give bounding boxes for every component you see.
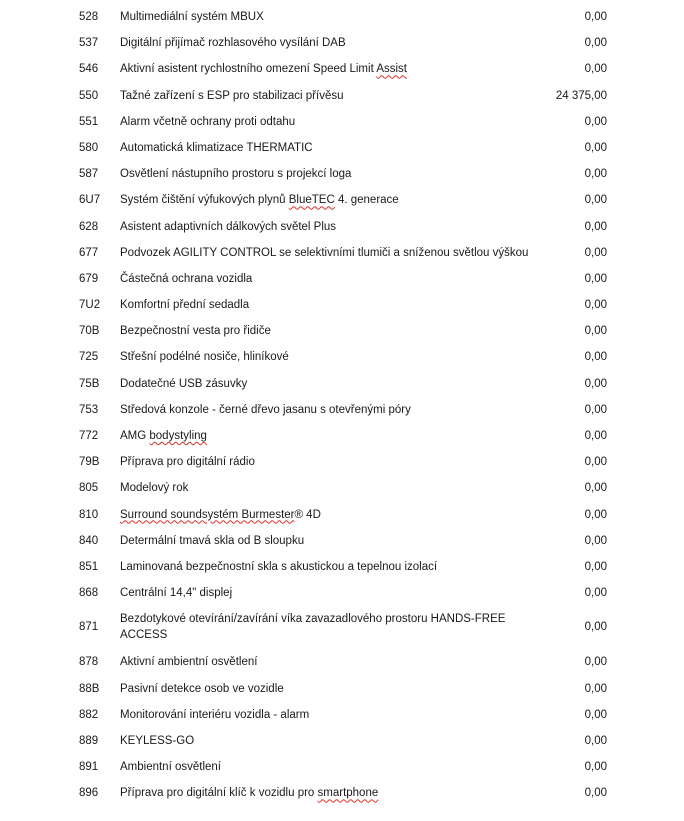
- option-price: 0,00: [584, 787, 607, 800]
- option-price: 0,00: [584, 11, 607, 23]
- option-description: Dodatečné USB zásuvky: [120, 377, 248, 390]
- option-description: Pasivní detekce osob ve vozidle: [120, 682, 284, 695]
- option-code: 871: [79, 621, 99, 634]
- option-price: 0,00: [584, 299, 607, 312]
- option-code: 550: [79, 89, 99, 102]
- equipment-row: [0, 580, 684, 606]
- equipment-row: [0, 240, 684, 266]
- option-description: Podvozek AGILITY CONTROL se selektivními tlumiči a sníženou světlou výškou: [120, 246, 529, 259]
- option-price: 0,00: [584, 115, 607, 128]
- equipment-row: [0, 702, 684, 728]
- option-price: 0,00: [584, 430, 607, 442]
- option-code: 88B: [79, 682, 100, 695]
- equipment-row: [0, 214, 684, 240]
- equipment-row: [0, 780, 684, 806]
- equipment-row: [0, 449, 684, 475]
- equipment-row: [0, 475, 684, 501]
- equipment-row: [0, 4, 684, 30]
- equipment-row: [0, 109, 684, 135]
- option-description: Modelový rok: [120, 482, 189, 495]
- option-code: 7U2: [79, 299, 101, 312]
- option-price: 0,00: [584, 168, 607, 181]
- equipment-row: [0, 266, 684, 292]
- option-description: Komfortní přední sedadla: [120, 299, 250, 312]
- option-description: Asistent adaptivních dálkových světel Plus: [120, 220, 337, 233]
- option-price: 0,00: [584, 456, 607, 469]
- equipment-row: [0, 161, 684, 187]
- option-price: 0,00: [584, 656, 607, 669]
- option-description: KEYLESS-GO: [120, 734, 195, 747]
- option-code: 528: [79, 11, 99, 23]
- option-code: 868: [79, 587, 99, 600]
- option-code: 580: [79, 141, 99, 154]
- option-code: 587: [79, 168, 99, 181]
- option-code: 679: [79, 272, 99, 285]
- equipment-row: [0, 187, 684, 213]
- option-price: 0,00: [584, 734, 607, 747]
- option-price: 0,00: [584, 194, 607, 207]
- option-description: Tažné zařízení s ESP pro stabilizaci přívěsu: [120, 89, 344, 102]
- option-price: 0,00: [584, 761, 607, 774]
- option-description: Digitální přijímač rozhlasového vysílání DAB: [120, 37, 346, 50]
- option-price: 0,00: [584, 403, 607, 416]
- option-price: 0,00: [584, 141, 607, 154]
- option-code: 840: [79, 534, 99, 547]
- option-code: 772: [79, 430, 99, 442]
- option-price: 0,00: [584, 621, 607, 634]
- option-price: 0,00: [584, 508, 607, 521]
- equipment-row: [0, 649, 684, 675]
- option-code: 6U7: [79, 194, 101, 207]
- equipment-row: [0, 728, 684, 754]
- spellcheck-word: Surround soundsystém Burmester: [120, 508, 295, 521]
- option-price: 0,00: [584, 220, 607, 233]
- option-description: Střešní podélné nosiče, hliníkové: [120, 351, 289, 364]
- option-code: 70B: [79, 325, 100, 338]
- option-description: Systém čištění výfukových plynů BlueTEC 4. generace: [120, 194, 399, 207]
- equipment-row: [0, 371, 684, 397]
- equipment-row: [0, 554, 684, 580]
- equipment-row: [0, 754, 684, 780]
- option-description: Ambientní osvětlení: [120, 761, 222, 774]
- equipment-row: [0, 423, 684, 449]
- option-description: Příprava pro digitální klíč k vozidlu pro smartphone: [120, 787, 379, 800]
- option-description: Determální tmavá skla od B sloupku: [120, 534, 305, 547]
- option-price: 24 375,00: [555, 89, 607, 102]
- option-description: Surround soundsystém Burmester® 4D: [120, 508, 321, 521]
- spellcheck-word: BlueTEC: [288, 194, 335, 207]
- option-price: 0,00: [584, 534, 607, 547]
- equipment-row: [0, 606, 684, 649]
- option-description: Částečná ochrana vozidla: [120, 272, 253, 285]
- option-price: 0,00: [584, 63, 607, 76]
- option-code: 725: [79, 351, 99, 364]
- option-code: 805: [79, 482, 99, 495]
- option-price: 0,00: [584, 560, 607, 573]
- option-price: 0,00: [584, 587, 607, 600]
- option-description: Příprava pro digitální rádio: [120, 456, 255, 469]
- option-description: Osvětlení nástupního prostoru s projekcí loga: [120, 168, 352, 181]
- equipment-list: [0, 4, 684, 806]
- spellcheck-word: bodystyling: [149, 430, 207, 442]
- equipment-row: [0, 30, 684, 56]
- option-price: 0,00: [584, 37, 607, 50]
- option-description: Bezpečnostní vesta pro řidiče: [120, 325, 271, 338]
- option-description: Automatická klimatizace THERMATIC: [120, 141, 313, 154]
- option-description: Bezdotykové otevírání/zavírání víka zavazadlového prostoru HANDS-FREE ACCESS: [120, 613, 506, 642]
- option-description: Centrální 14,4" displej: [120, 587, 233, 600]
- option-price: 0,00: [584, 246, 607, 259]
- equipment-row: [0, 135, 684, 161]
- option-description: Multimediální systém MBUX: [120, 11, 264, 23]
- option-price: 0,00: [584, 377, 607, 390]
- option-description: Aktivní asistent rychlostního omezení Speed Limit Assist: [120, 63, 407, 76]
- equipment-row: [0, 344, 684, 370]
- option-code: 851: [79, 560, 99, 573]
- option-code: 889: [79, 734, 99, 747]
- option-description: Alarm včetně ochrany proti odtahu: [120, 115, 296, 128]
- equipment-row: [0, 318, 684, 344]
- option-code: 753: [79, 403, 99, 416]
- option-code: 810: [79, 508, 99, 521]
- option-description: Monitorování interiéru vozidla - alarm: [120, 708, 310, 721]
- option-code: 79B: [79, 456, 100, 469]
- option-code: 882: [79, 708, 99, 721]
- equipment-row: [0, 83, 684, 109]
- option-description: Laminovaná bezpečnostní skla s akustickou a tepelnou izolací: [120, 560, 438, 573]
- spellcheck-word: smartphone: [317, 787, 379, 800]
- option-price: 0,00: [584, 682, 607, 695]
- option-description: AMG bodystyling: [120, 430, 207, 442]
- equipment-row: [0, 676, 684, 702]
- equipment-row: [0, 528, 684, 554]
- option-code: 677: [79, 246, 99, 259]
- option-price: 0,00: [584, 272, 607, 285]
- option-price: 0,00: [584, 482, 607, 495]
- equipment-row: [0, 56, 684, 82]
- option-price: 0,00: [584, 351, 607, 364]
- option-price: 0,00: [584, 325, 607, 338]
- option-code: 891: [79, 761, 99, 774]
- option-description: Středová konzole - černé dřevo jasanu s otevřenými póry: [120, 403, 411, 416]
- option-code: 878: [79, 656, 99, 669]
- equipment-row: [0, 292, 684, 318]
- equipment-row: [0, 397, 684, 423]
- spellcheck-word: Assist: [376, 63, 407, 76]
- option-code: 896: [79, 787, 99, 800]
- option-price: 0,00: [584, 708, 607, 721]
- option-code: 537: [79, 37, 99, 50]
- option-code: 628: [79, 220, 99, 233]
- option-description: Aktivní ambientní osvětlení: [120, 656, 258, 669]
- equipment-row: [0, 502, 684, 528]
- option-code: 551: [79, 115, 99, 128]
- option-code: 75B: [79, 377, 100, 390]
- option-code: 546: [79, 63, 99, 76]
